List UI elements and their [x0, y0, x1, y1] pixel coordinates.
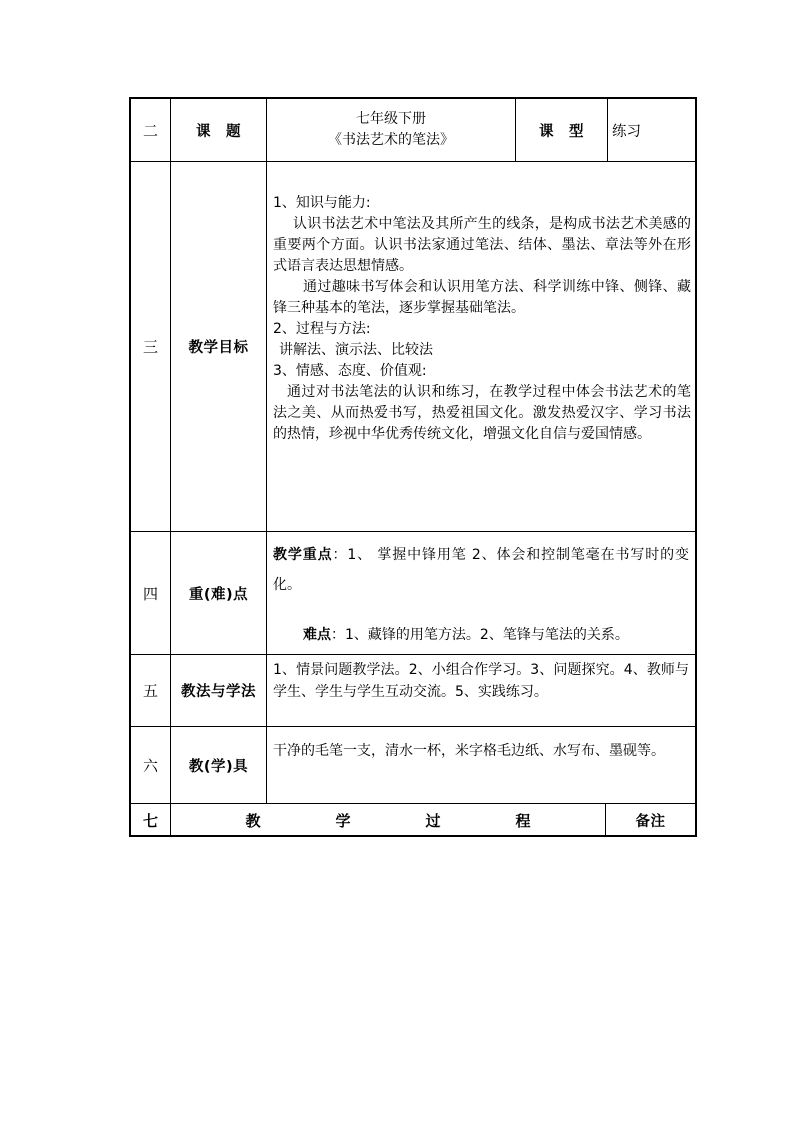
- key-points-row: [131, 532, 695, 655]
- difficult-point: [273, 620, 689, 650]
- row-number: 五: [131, 655, 171, 726]
- goal-heading-knowledge: 1、知识与能力:: [273, 195, 371, 211]
- tools-row: [131, 727, 695, 804]
- goals-label: 教学目标: [171, 162, 267, 531]
- tools-label: 教(学)具: [171, 727, 267, 803]
- key-point-text: ：1、 掌握中锋用笔 2、体会和控制笔毫在书写时的变化。: [273, 547, 690, 593]
- course-grade: 七年级下册: [356, 111, 426, 127]
- course-title: [267, 99, 516, 161]
- notes-label: 备注: [635, 814, 666, 830]
- row-number: 四: [131, 532, 171, 654]
- course-label: 课 题: [171, 99, 267, 161]
- row-number: 二: [131, 99, 171, 161]
- key-point: [273, 540, 689, 600]
- methods-label: 教法与学法: [171, 655, 267, 726]
- row-number: 三: [131, 162, 171, 531]
- type-label: 课 型: [516, 99, 608, 161]
- course-name: 《书法艺术的笔法》: [328, 132, 454, 148]
- type-value: 练习: [612, 123, 641, 140]
- goal-heading-process: 2、过程与方法:: [273, 321, 371, 337]
- row-number: 六: [131, 727, 171, 803]
- row-number: 七: [131, 804, 171, 837]
- methods-content: 1、情景问题教学法。2、小组合作学习。3、问题探究。4、教师与学生、学生与学生互动交流。5、实践练习。: [273, 662, 689, 700]
- goal-attitude-text: 通过对书法笔法的认识和练习，在教学过程中体会书法艺术的笔法之美、从而热爱书写，热爱祖国文化。激发热爱汉字、学习书法的热情，珍视中华优秀传统文化，增强文化自信与爱国情感。: [273, 384, 691, 442]
- goals-content: [267, 162, 695, 531]
- process-row: [131, 804, 695, 837]
- goal-skill-text: 通过趣味书写体会和认识用笔方法、科学训练中锋、侧锋、藏锋三种基本的笔法，逐步掌握基础笔法。: [273, 279, 691, 316]
- key-points-label: 重(难)点: [171, 532, 267, 654]
- lesson-plan-table: [129, 97, 697, 837]
- tools-content: 干净的毛笔一支，清水一杯，米字格毛边纸、水写布、墨砚等。: [273, 743, 665, 759]
- goals-row: [131, 162, 695, 532]
- goal-heading-attitude: 3、情感、态度、价值观:: [273, 363, 427, 379]
- difficult-point-label: 难点: [303, 627, 331, 643]
- methods-row: [131, 655, 695, 727]
- process-label: 教 学 过 程: [171, 804, 606, 837]
- key-point-label: 教学重点: [273, 547, 333, 563]
- goal-knowledge-text: 认识书法艺术中笔法及其所产生的线条，是构成书法艺术美感的重要两个方面。认识书法家通过笔法、结体、墨法、章法等外在形式语言表达思想情感。: [273, 216, 691, 274]
- goal-process-text: 讲解法、演示法、比较法: [279, 342, 433, 358]
- course-row: [131, 99, 695, 162]
- difficult-point-text: ：1、藏锋的用笔方法。2、笔锋与笔法的关系。: [331, 627, 629, 643]
- key-points-content: [267, 532, 695, 654]
